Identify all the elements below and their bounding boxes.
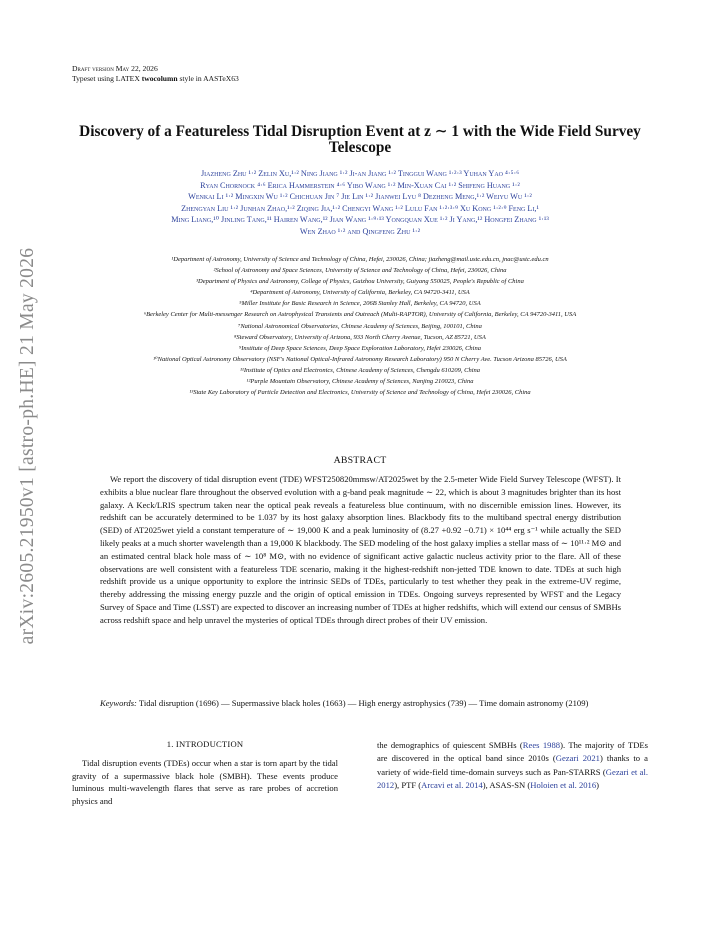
intro-text: ). The majority of TDEs are discovered in the optical band since 2010s ( (377, 740, 648, 764)
typeset-style: twocolumn (141, 74, 178, 83)
intro-text: ), PTF ( (394, 779, 422, 790)
section-heading-introduction: 1. INTRODUCTION (166, 739, 244, 749)
keywords-list: Tidal disruption (1696) — Supermassive black holes (1663) — High energy astrophysics (739) — Time domain astronomy (2109) (138, 698, 589, 708)
arxiv-identifier: arXiv:2605.21950v1 [astro-ph.HE] 21 May 2026 (17, 247, 38, 645)
author-line: Ryan Chornock ⁴·⁶ Erica Hammerstein ⁴·⁶ Yibo Wang ¹·² Min-Xuan Cai ¹·² Shifeng Huang ¹·² (200, 180, 520, 190)
citation-link[interactable]: Rees 1988 (522, 740, 561, 750)
draft-label: Draft version (72, 64, 114, 73)
abstract-text: We report the discovery of tidal disruption event (TDE) WFST250820mmsw/AT2025wet by the 2.5-meter Wide Field Survey Telescope (WFST). It exhibits a blue nuclear flare throughout the observed evolution with a g-band peak magnitude ∼ 22, which is about 3 magnitudes brighter than its host galaxy. A Keck/LRIS spectrum taken near the optical peak reveals a featureless blue continuum, with no discernible emission lines. However, its redshift can be accurately determined to be 1.037 by its host galaxy absorption lines. Blackbody fits to the multiband spectral energy distribution (SED) of AT2025wet yield a constant temperature of ∼ 19,000 K and a peak luminosity of (8.27 +0.92 −0.71) × 10⁴⁴ erg s⁻¹ while actually the SED likely peaks at a much shorter wavelength than a 19,000 K blackbody. The SED modeling of the host galaxy implies a stellar mass of ∼ 10¹¹·² M⊙ and an estimated central black hole mass of ∼ 10⁸ M⊙, with no evidence of significant active galactic nucleus activity prior to the flare. All of these observations are well consistent with a featureless TDE scenario, making it the highest-redshift non-jetted TDE known to date. TDEs at such high redshift provide us a unique opportunity to explore the intrinsic SEDs of TDEs, particularly to test whether they peak in the extreme-UV regime, thereby addressing the missing energy puzzle and the origin of optical emission in TDEs. Ongoing surveys represented by WFST and the Legacy Survey of Space and Time (LSST) are expected to discover an increasing number of TDEs at higher redshifts, which will extend our census of SMBHs across redshift space and help unravel the mysteries of optical TDEs through direct probes of their UV emission. (100, 474, 621, 625)
abstract-heading: ABSTRACT (333, 455, 387, 466)
citation-link[interactable]: Gezari 2021 (555, 753, 600, 764)
author-list (56, 168, 664, 238)
keywords (100, 697, 673, 710)
citation-link[interactable]: Arcavi et al. 2014 (421, 779, 483, 790)
affiliation: ³Department of Physics and Astronomy, College of Physics, Guizhou University, Guiyang 550025, People's Republic of China (196, 278, 524, 286)
paper-title: Discovery of a Featureless Tidal Disruption Event at z ∼ 1 with the Wide Field Survey Telescope (79, 123, 641, 156)
typeset-line (72, 74, 239, 84)
author-line: Zhengyan Liu ¹·² Junhan Zhao,¹·² Ziqing Jia,¹·² Chengyi Wang ¹·² Lulu Fan ¹·²·³·⁹ Xu Kong ¹·²·⁹ Feng Li,¹ (181, 203, 539, 213)
affiliation: ²School of Astronomy and Space Sciences, University of Science and Technology of China, Hefei, 230026, China (213, 267, 507, 275)
affiliation: ⁶Berkeley Center for Multi-messenger Research on Astrophysical Transients and Outreach (Multi-RAPTOR), University of California, Berkeley, CA 94720-3411, USA (143, 311, 577, 319)
intro-text: ) thanks to a variety of wide-field time-domain surveys such as Pan-STARRS ( (377, 753, 648, 777)
citation-link[interactable]: Holoien et al. 2016 (530, 779, 597, 790)
affiliation: ⁴Department of Astronomy, University of California, Berkeley, CA 94720-3411, USA (250, 289, 470, 297)
citation-link[interactable]: Gezari et al. 2012 (377, 766, 648, 790)
affiliation: ¹³State Key Laboratory of Particle Detection and Electronics, University of Science and Technology of China, Hefei 230026, China (189, 389, 531, 397)
intro-text: ) (596, 779, 600, 790)
intro-text: ), ASAS-SN ( (482, 779, 531, 790)
affiliation: ⁸Steward Observatory, University of Arizona, 933 North Cherry Avenue, Tucson, AZ 85721, USA (234, 333, 486, 341)
affiliation: ¹¹Institute of Optics and Electronics, Chinese Academy of Sciences, Chengdu 610209, China (239, 366, 481, 374)
author-line: Wenkai Li ¹·² Mingxin Wu ¹·² Chichuan Jin ⁷ Jie Lin ¹·² Jianwei Lyu ⁸ Dezheng Meng,¹·² Weiyu Wu ¹·² (188, 192, 532, 202)
draft-header (72, 64, 239, 84)
author-line: Ming Liang,¹⁰ Jinling Tang,¹¹ Hairen Wang,¹² Jian Wang ¹·⁹·¹³ Yongquan Xue ¹·² Ji Yang,¹² Hongfei Zhang ¹·¹³ (171, 215, 549, 225)
affiliation: ¹Department of Astronomy, University of Science and Technology of China, Hefei, 230026, China; jiazheng@mail.ustc.edu.cn, jnac@ustc.edu.cn (171, 256, 549, 263)
author-line: Jiazheng Zhu ¹·² Zelin Xu,¹·² Ning Jiang ¹·² Ji-an Jiang ¹·² Tinggui Wang ¹·²·³ Yuhan Yao ⁴·⁵·⁶ (200, 169, 520, 178)
affiliation: ⁷National Astronomical Observatories, Chinese Academy of Sciences, Beijing, 100101, China (238, 322, 482, 330)
keywords-label: Keywords: (100, 698, 137, 708)
draft-version-line (72, 64, 239, 74)
draft-date: May 22, 2026 (115, 64, 158, 73)
arxiv-stamp (8, 216, 48, 676)
affiliation: ⁹Institute of Deep Space Sciences, Deep Space Exploration Laboratory, Hefei 230026, China (239, 344, 481, 352)
latex-logo: LATEX (115, 74, 140, 83)
affiliation: ⁵Miller Institute for Basic Research in Science, 206B Stanley Hall, Berkeley, CA 94720, USA (239, 300, 481, 308)
affiliation-list (56, 254, 664, 398)
intro-column-left: Tidal disruption events (TDEs) occur when a star is torn apart by the tidal gravity of a supermassive black hole (SMBH). These events produce luminous multi-wavelength flares that serve as rare probes of accretion physics and (72, 758, 338, 807)
typeset-prefix: Typeset using (72, 74, 116, 83)
author-line: Wen Zhao ¹·² and Qingfeng Zhu ¹·² (299, 226, 421, 236)
typeset-suffix: style in AASTeX63 (177, 74, 239, 83)
intro-column-right (377, 739, 648, 792)
intro-text: the demographics of quiescent SMBHs ( (377, 740, 523, 750)
affiliation: ¹⁰National Optical Astronomy Observatory (NSF's National Optical-Infrared Astronomy Research Laboratory) 950 N Cherry Ave. Tucson Arizona 85726, USA (153, 355, 567, 363)
affiliation: ¹²Purple Mountain Observatory, Chinese Academy of Sciences, Nanjing 210023, China (246, 378, 474, 386)
